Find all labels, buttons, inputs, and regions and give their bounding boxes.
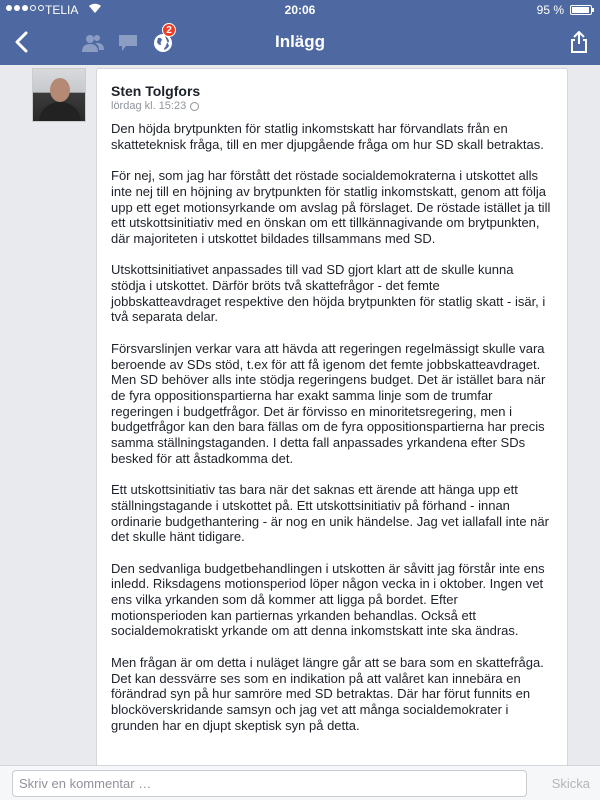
messages-button[interactable] [113, 28, 143, 58]
share-icon [570, 31, 588, 53]
post-paragraph: Den sedvanliga budgetbehandlingen i utskotten är såvitt jag förstår inte ens inledd. Riksdagens motionsperiod löper någon vecka in i oktober. Ingen vet ens vilka yrkanden som då kommer att ligga på bordet. Efter motionsperioden kan partiernas yrkanden behandlas. Också ett socialdemokratiskt yrkande om att denna inkomstskatt inte ska ändras. [111, 560, 545, 639]
page-title: Inlägg [274, 32, 326, 51]
comment-composer [0, 765, 600, 800]
public-audience-icon [190, 102, 199, 111]
share-button[interactable] [564, 26, 594, 58]
post-meta [111, 100, 199, 112]
battery-percentage: 95 % [536, 3, 564, 17]
author-avatar[interactable] [32, 68, 86, 122]
post-paragraph: Försvarslinjen verkar vara att hävda att regeringen regelmässigt skulle vara beroende av SDs stöd, t.ex för att få igenom det femte jobbskatteavdraget. Men SD behöver alls inte stödja regeringens budget. Det är istället bara när de fyra oppositionspartierna har exakt samma linje som de trumfar regeringen i budgetfrågor. Det är förvisso en minoritetsregering, men i budgetfrågor kan den bara fällas om de fyra oppositionspartierna har precis samma ställningstaganden. I detta fall anpassades yrkandena efter SDs besked för att åstadkomma det. [111, 340, 546, 466]
post-paragraph: Den höjda brytpunkten för statlig inkomstskatt har förvandlats från en skatteteknisk fråga, till en mer djupgående fråga om hur SD skall betraktas. [111, 121, 544, 152]
post-paragraph: För nej, som jag har förstått det röstade socialdemokraterna i utskottet alls inte nej till en höjning av brytpunkten för statlig inkomstskatt, genom att följa upp ett eget motionsyrkande om avslag på förslaget. De röstade istället ja till ett utskottsinitiativ med en önskan om ett tillkännagivande om brytpunkten, där majoriteten i utskottet bildades tillsammans med SD. [111, 168, 551, 246]
status-time: 20:06 [284, 3, 316, 17]
friend-requests-button[interactable] [78, 28, 108, 58]
post-feed[interactable] [0, 65, 600, 765]
status-bar [0, 0, 600, 20]
carrier-name: TELIA [45, 3, 79, 17]
post-paragraph: Utskottsinitiativet anpassades till vad SD gjort klart att de skulle kunna stödja i utskottet. Därför bröts två skattefrågor - det femte jobbskatteavdraget respektive den höjda brytpunkten för statlig skatt - isär, i två separata delar. [111, 262, 546, 325]
back-button[interactable] [6, 26, 36, 58]
nav-bar [0, 20, 600, 65]
chevron-left-icon [14, 31, 28, 53]
comment-input[interactable] [12, 770, 527, 797]
post-card [96, 68, 568, 765]
post-paragraph: Men frågan är om detta i nuläget längre går att se bara som en skattefråga. Det kan dessvärre ses som en indikation på att valåret kan innebära en förändrad syn på hur samröre med SD betraktas. Där har förut funnits en blocköverskridande samsyn och jag vet att många socialdemokrater i grunden har en djupt skeptisk syn på detta. [111, 654, 544, 733]
notification-badge: 2 [162, 23, 176, 37]
friends-icon [82, 33, 104, 53]
post-body [111, 121, 551, 749]
battery-icon [570, 5, 592, 15]
post-paragraph: Ett utskottsinitiativ tas bara när det saknas ett ärende att hänga upp ett ställningstagande i utskottet på. Ett utskottsinitiativ på förhand - innan ordinarie budgethantering - är nog en unik händelse. Jag vet iallafall inte när det skulle hänt tidigare. [111, 482, 549, 545]
chat-bubble-icon [118, 34, 138, 52]
post-author[interactable]: Sten Tolgfors [111, 83, 201, 99]
send-comment-button[interactable]: Skicka [551, 776, 590, 791]
post-timestamp[interactable]: lördag kl. 15:23 [111, 100, 187, 112]
